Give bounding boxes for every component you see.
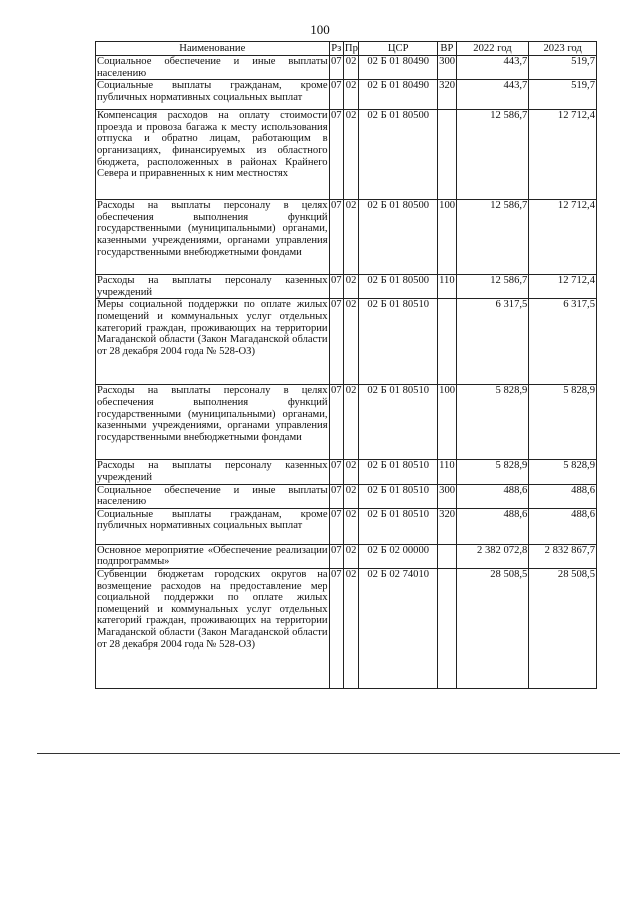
row-rz: 07 bbox=[329, 484, 343, 508]
footer-rule bbox=[37, 753, 620, 754]
row-rz: 07 bbox=[329, 544, 343, 568]
header-vr: ВР bbox=[438, 42, 456, 56]
table-row bbox=[96, 275, 597, 299]
row-csr: 02 Б 01 80510 bbox=[359, 299, 438, 385]
row-amount-2023: 5 828,9 bbox=[529, 460, 597, 484]
row-name: Расходы на выплаты персоналу в целях обеспечения выполнения функций государственными (муниципальными) органами, казенными учреждениями, органами управления государственными внебюджетными фондами bbox=[96, 385, 330, 460]
row-rz: 07 bbox=[329, 110, 343, 200]
table-row bbox=[96, 484, 597, 508]
row-rz: 07 bbox=[329, 299, 343, 385]
row-rz: 07 bbox=[329, 385, 343, 460]
row-rz: 07 bbox=[329, 56, 343, 80]
row-amount-2023: 6 317,5 bbox=[529, 299, 597, 385]
row-pr: 02 bbox=[343, 568, 358, 688]
row-amount-2023: 5 828,9 bbox=[529, 385, 597, 460]
row-amount-2022: 5 828,9 bbox=[456, 460, 529, 484]
row-vr bbox=[438, 110, 456, 200]
table-row bbox=[96, 80, 597, 110]
page-number: 100 bbox=[310, 22, 330, 37]
row-vr: 300 bbox=[438, 56, 456, 80]
row-vr: 110 bbox=[438, 460, 456, 484]
row-rz: 07 bbox=[329, 200, 343, 275]
row-pr: 02 bbox=[343, 544, 358, 568]
row-csr: 02 Б 01 80510 bbox=[359, 385, 438, 460]
table-row bbox=[96, 508, 597, 544]
table-row bbox=[96, 200, 597, 275]
row-amount-2023: 12 712,4 bbox=[529, 200, 597, 275]
row-amount-2023: 28 508,5 bbox=[529, 568, 597, 688]
row-pr: 02 bbox=[343, 80, 358, 110]
row-vr: 100 bbox=[438, 385, 456, 460]
row-pr: 02 bbox=[343, 385, 358, 460]
row-name: Субвенции бюджетам городских округов на возмещение расходов на предоставление мер социальной поддержки по оплате жилых помещений и коммунальных услуг отдельных категорий граждан, проживающих на территории Магаданской области (Закон Магаданской области от 28 декабря 2004 года № 528-ОЗ) bbox=[96, 568, 330, 688]
row-csr: 02 Б 01 80510 bbox=[359, 508, 438, 544]
row-pr: 02 bbox=[343, 275, 358, 299]
table-body bbox=[96, 56, 597, 689]
row-amount-2022: 28 508,5 bbox=[456, 568, 529, 688]
table-row bbox=[96, 385, 597, 460]
row-amount-2023: 488,6 bbox=[529, 484, 597, 508]
row-csr: 02 Б 02 00000 bbox=[359, 544, 438, 568]
row-amount-2023: 12 712,4 bbox=[529, 110, 597, 200]
row-amount-2023: 2 832 867,7 bbox=[529, 544, 597, 568]
table-row bbox=[96, 460, 597, 484]
table-row bbox=[96, 56, 597, 80]
table-row bbox=[96, 110, 597, 200]
row-csr: 02 Б 02 74010 bbox=[359, 568, 438, 688]
row-amount-2022: 2 382 072,8 bbox=[456, 544, 529, 568]
row-name: Расходы на выплаты персоналу казенных учреждений bbox=[97, 275, 328, 298]
row-pr: 02 bbox=[343, 460, 358, 484]
row-amount-2022: 488,6 bbox=[456, 508, 529, 544]
row-vr: 300 bbox=[438, 484, 456, 508]
row-csr: 02 Б 01 80500 bbox=[359, 110, 438, 200]
row-rz: 07 bbox=[329, 508, 343, 544]
row-amount-2023: 488,6 bbox=[529, 508, 597, 544]
row-amount-2022: 6 317,5 bbox=[456, 299, 529, 385]
row-pr: 02 bbox=[343, 56, 358, 80]
row-name: Меры социальной поддержки по оплате жилых помещений и коммунальных услуг отдельных категорий граждан, проживающих на территории Магаданской области (Закон Магаданской области от 28 декабря 2004 года № 528-ОЗ) bbox=[96, 299, 330, 385]
header-csr: ЦСР bbox=[359, 42, 438, 56]
row-amount-2023: 519,7 bbox=[529, 80, 597, 110]
budget-table bbox=[95, 41, 597, 689]
table-row bbox=[96, 544, 597, 568]
row-name: Основное мероприятие «Обеспечение реализации подпрограммы» bbox=[97, 544, 328, 568]
row-vr bbox=[438, 299, 456, 385]
table-row bbox=[96, 568, 597, 688]
row-rz: 07 bbox=[329, 460, 343, 484]
row-rz: 07 bbox=[329, 275, 343, 299]
row-name: Социальное обеспечение и иные выплаты населению bbox=[97, 484, 328, 508]
row-vr: 100 bbox=[438, 200, 456, 275]
row-amount-2022: 443,7 bbox=[456, 80, 529, 110]
row-csr: 02 Б 01 80510 bbox=[359, 484, 438, 508]
row-pr: 02 bbox=[343, 200, 358, 275]
row-vr bbox=[438, 544, 456, 568]
row-amount-2022: 488,6 bbox=[456, 484, 529, 508]
header-pr: Пр bbox=[344, 42, 358, 54]
row-pr: 02 bbox=[343, 299, 358, 385]
row-csr: 02 Б 01 80490 bbox=[359, 80, 438, 110]
row-vr bbox=[438, 568, 456, 688]
row-name: Расходы на выплаты персоналу в целях обеспечения выполнения функций государственными (муниципальными) органами, казенными учреждениями, органами управления государственными внебюджетными фондами bbox=[96, 200, 330, 275]
header-year-2022: 2022 год bbox=[456, 42, 529, 56]
row-vr: 320 bbox=[438, 508, 456, 544]
row-amount-2023: 12 712,4 bbox=[529, 275, 597, 299]
row-amount-2022: 12 586,7 bbox=[456, 200, 529, 275]
row-name: Расходы на выплаты персоналу казенных учреждений bbox=[97, 460, 328, 483]
header-rz: Рз bbox=[329, 42, 343, 56]
row-amount-2022: 12 586,7 bbox=[456, 275, 529, 299]
row-name: Социальное обеспечение и иные выплаты населению bbox=[97, 56, 328, 79]
row-pr: 02 bbox=[343, 484, 358, 508]
row-pr: 02 bbox=[343, 508, 358, 544]
row-pr: 02 bbox=[343, 110, 358, 200]
header-year-2023: 2023 год bbox=[529, 42, 597, 56]
row-vr: 320 bbox=[438, 80, 456, 110]
row-csr: 02 Б 01 80500 bbox=[359, 200, 438, 275]
row-amount-2023: 519,7 bbox=[529, 56, 597, 80]
row-csr: 02 Б 01 80500 bbox=[359, 275, 438, 299]
row-name: Социальные выплаты гражданам, кроме публичных нормативных социальных выплат bbox=[96, 508, 330, 544]
row-rz: 07 bbox=[329, 568, 343, 688]
row-amount-2022: 443,7 bbox=[456, 56, 529, 80]
row-vr: 110 bbox=[438, 275, 456, 299]
row-rz: 07 bbox=[329, 80, 343, 110]
row-csr: 02 Б 01 80490 bbox=[359, 56, 438, 80]
row-csr: 02 Б 01 80510 bbox=[359, 460, 438, 484]
table-header-row bbox=[96, 42, 597, 56]
row-amount-2022: 12 586,7 bbox=[456, 110, 529, 200]
row-amount-2022: 5 828,9 bbox=[456, 385, 529, 460]
table-row bbox=[96, 299, 597, 385]
row-name: Социальные выплаты гражданам, кроме публичных нормативных социальных выплат bbox=[96, 80, 330, 110]
header-name: Наименование bbox=[96, 42, 330, 56]
row-name: Компенсация расходов на оплату стоимости проезда и провоза багажа к месту использования отпуска и обратно лицам, работающим в организациях, финансируемых из областного бюджета, расположенных в районах Крайнего Севера и приравненных к ним местностях bbox=[96, 110, 330, 200]
